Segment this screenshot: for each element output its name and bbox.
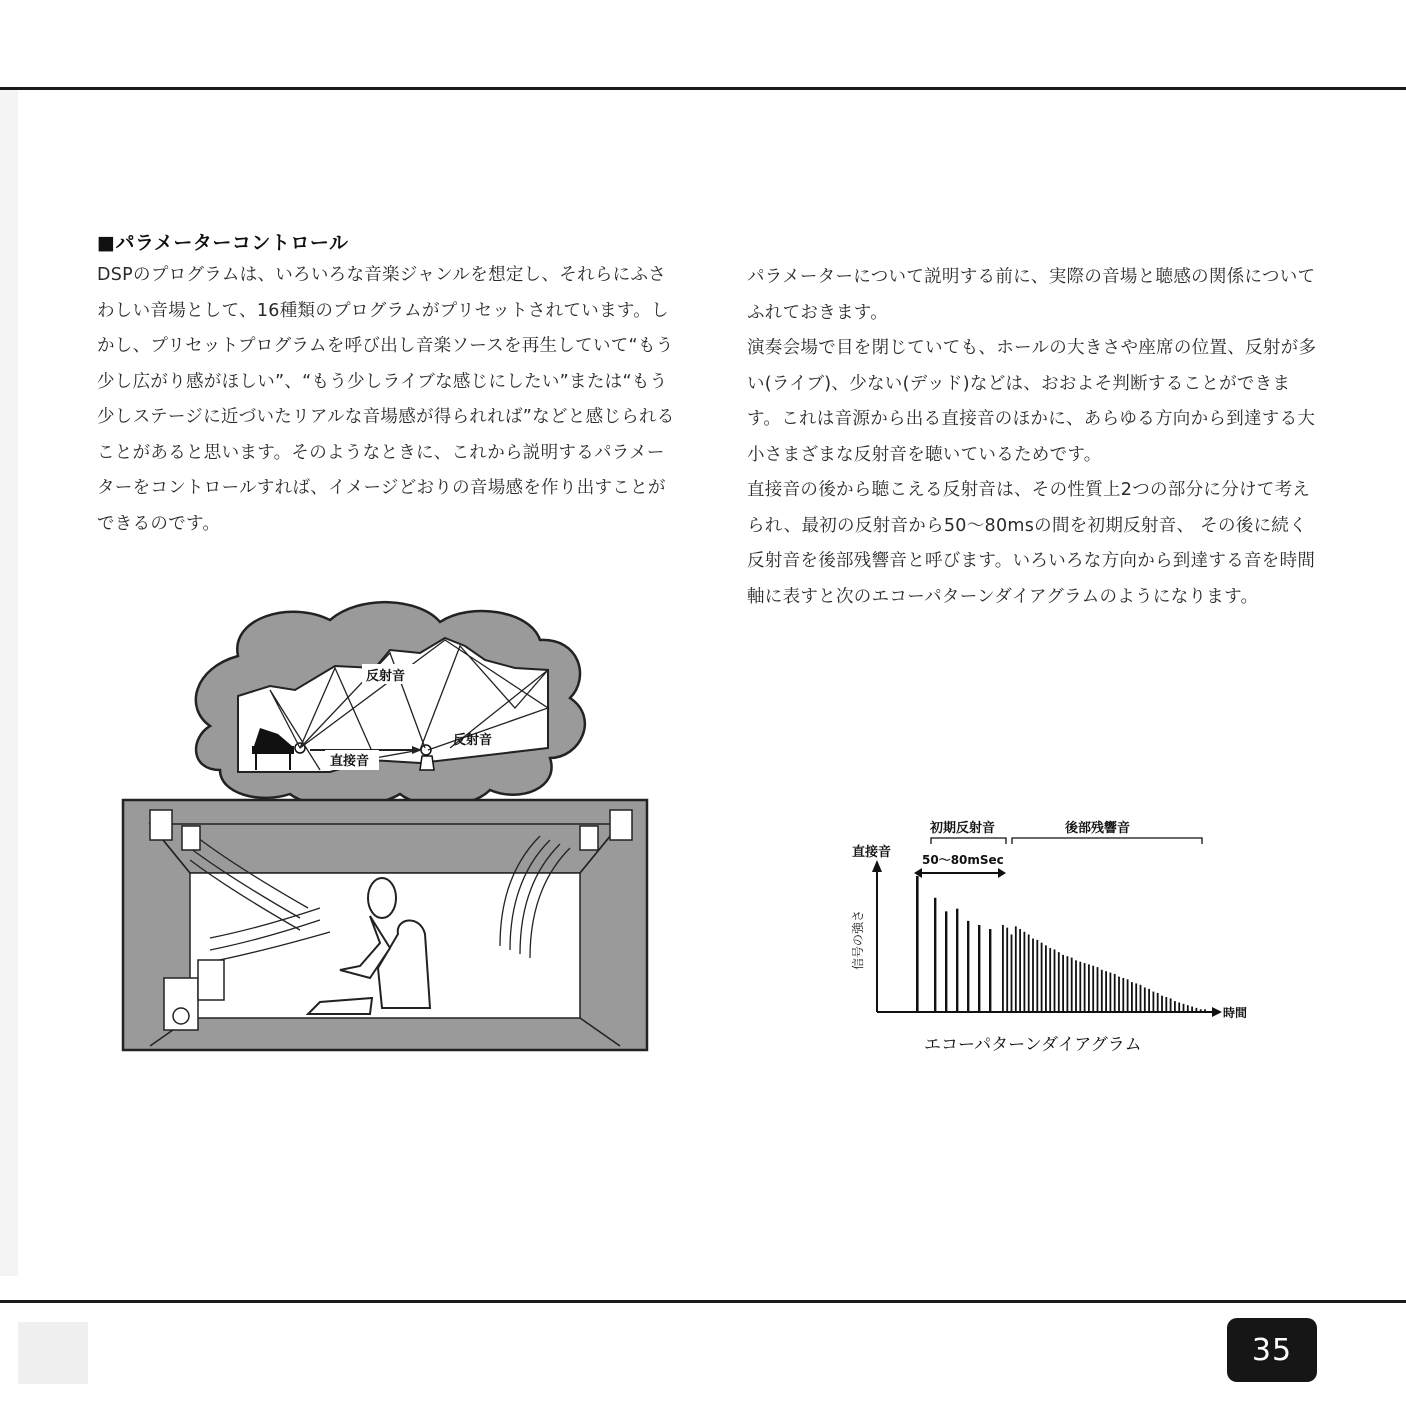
late-reverb-bar (1006, 928, 1008, 1012)
late-reverb-bar (1200, 1009, 1202, 1012)
bottom-rule (0, 1300, 1406, 1303)
page-corner-shadow (18, 1322, 88, 1384)
late-reverb-bar (1092, 966, 1094, 1012)
label-reflection-top: 反射音 (366, 669, 406, 684)
late-reverb-bar (1183, 1004, 1185, 1012)
late-reverb-bar (1122, 978, 1124, 1012)
page-number-badge: 35 (1227, 1318, 1317, 1382)
late-reverb-bar (1157, 993, 1159, 1012)
echo-pattern-diagram (840, 810, 1280, 1060)
late-reverb-bar (1187, 1005, 1189, 1012)
late-reverb-bar (1196, 1008, 1198, 1012)
late-reverb-bar (1036, 940, 1038, 1012)
late-reverb-bar (1075, 960, 1077, 1012)
late-reverb-bar (1204, 1009, 1206, 1012)
right-paragraph-2: 演奏会場で目を閉じていても、ホールの大きさや座席の位置、反射が多い(ライブ)、少ない(デッド)などは、おおよそ判断することができます。これは音源から出る直接音のほかに、あらゆる方向から到達する大小さまざまな反射音を聴いているためです。 (747, 338, 1317, 465)
late-reverb-bar (1140, 985, 1142, 1012)
late-reverb-bar (1127, 979, 1129, 1012)
early-reflection-bar (956, 909, 958, 1012)
top-rule (0, 87, 1406, 90)
late-reverb-bar (1135, 983, 1137, 1012)
page-edge-shadow (0, 90, 18, 1276)
early-reflection-bar (945, 911, 947, 1012)
early-reflections-label: 初期反射音 (930, 821, 996, 836)
late-reverb-bar (1054, 949, 1056, 1012)
late-reverb-bar (1165, 997, 1167, 1012)
x-axis-label: 時間 (1223, 1006, 1248, 1020)
late-reverb-bar (1153, 992, 1155, 1012)
late-reverb-bar (1084, 963, 1086, 1012)
late-reverb-bar (1105, 971, 1107, 1012)
late-reverb-bar (1170, 998, 1172, 1012)
interval-label: 50～80mSec (922, 853, 1004, 867)
late-reverb-bar (1062, 955, 1064, 1012)
x-axis-arrow (1212, 1007, 1222, 1017)
late-reverb-bar (1174, 1001, 1176, 1012)
late-reverb-bar (1097, 967, 1099, 1012)
label-direct: 直接音 (330, 754, 370, 769)
right-column-text (747, 260, 1322, 615)
late-reverb-bar (1118, 977, 1120, 1012)
right-paragraph-1: パラメーターについて説明する前に、実際の音場と聴感の関係についてふれておきます。 (747, 267, 1316, 323)
late-reverb-bar (1041, 943, 1043, 1012)
late-reverb-bar (1045, 945, 1047, 1012)
interval-arrow (914, 868, 1006, 878)
late-reverb-bar (1058, 952, 1060, 1012)
late-reverb-bar (1032, 939, 1034, 1012)
range-brackets (931, 838, 1202, 844)
direct-sound-label: 直接音 (852, 845, 892, 860)
late-reverb-bar (1015, 926, 1017, 1012)
section-heading: ■パラメーターコントロール (97, 232, 349, 254)
late-reverb-bar (1028, 934, 1030, 1012)
late-reverb-bar (1071, 958, 1073, 1012)
late-reverb-bar (1002, 925, 1004, 1012)
late-reverb-bar (1148, 989, 1150, 1012)
y-axis-arrow (872, 860, 882, 872)
late-reverb-bar (1011, 934, 1013, 1012)
late-reverb-bar (1161, 996, 1163, 1012)
late-reverb-bar (1079, 962, 1081, 1012)
early-reflection-bar (934, 898, 936, 1012)
early-reflection-bar (989, 929, 991, 1012)
label-reflection-right: 反射音 (453, 733, 493, 748)
late-reverb-bar (1110, 973, 1112, 1012)
chart-title: エコーパターンダイアグラム (924, 1035, 1142, 1055)
late-reverb-bar (1191, 1007, 1193, 1012)
right-paragraph-3: 直接音の後から聴こえる反射音は、その性質上2つの部分に分けて考えられ、最初の反射音から50〜80msの間を初期反射音、 その後に続く反射音を後部残響音と呼びます。いろいろな方向から到達する音を時間軸に表すと次のエコーパターンダイアグラムのようになります。 (747, 480, 1316, 607)
early-reflection-bar (967, 921, 969, 1012)
listening-room-illustration (120, 598, 650, 1058)
left-column-text (97, 258, 682, 542)
late-reverb-bar (1019, 929, 1021, 1012)
late-reverb-bar (1049, 948, 1051, 1012)
late-reverb-bar (1101, 970, 1103, 1012)
late-reverb-bar (1114, 974, 1116, 1012)
left-paragraph: DSPのプログラムは、いろいろな音楽ジャンルを想定し、それらにふさわしい音場として、16種類のプログラムがプリセットされています。しかし、プリセットプログラムを呼び出し音楽ソースを再生していて“もう少し広がり感がほしい”、“もう少しライブな感じにしたい”または“もう少しステージに近づいたリアルな音場感が得られれば”などと感じられることがあると思います。そのようなときに、これから説明するパラメーターをコントロールすれば、イメージどおりの音場感を作り出すことができるのです。 (97, 265, 675, 534)
direct-sound-bar (916, 876, 919, 1012)
late-reverb-bar (1144, 988, 1146, 1012)
late-reverb-bar (1088, 964, 1090, 1012)
late-reverb-bar (1067, 956, 1069, 1012)
y-axis-label: 信号の強さ (851, 909, 865, 970)
late-reverb-bar (1024, 932, 1026, 1012)
early-reflection-bar (978, 925, 980, 1012)
late-reverb-bar (1131, 982, 1133, 1012)
late-reverb-bar (1178, 1002, 1180, 1012)
late-reverb-label: 後部残響音 (1065, 821, 1131, 836)
